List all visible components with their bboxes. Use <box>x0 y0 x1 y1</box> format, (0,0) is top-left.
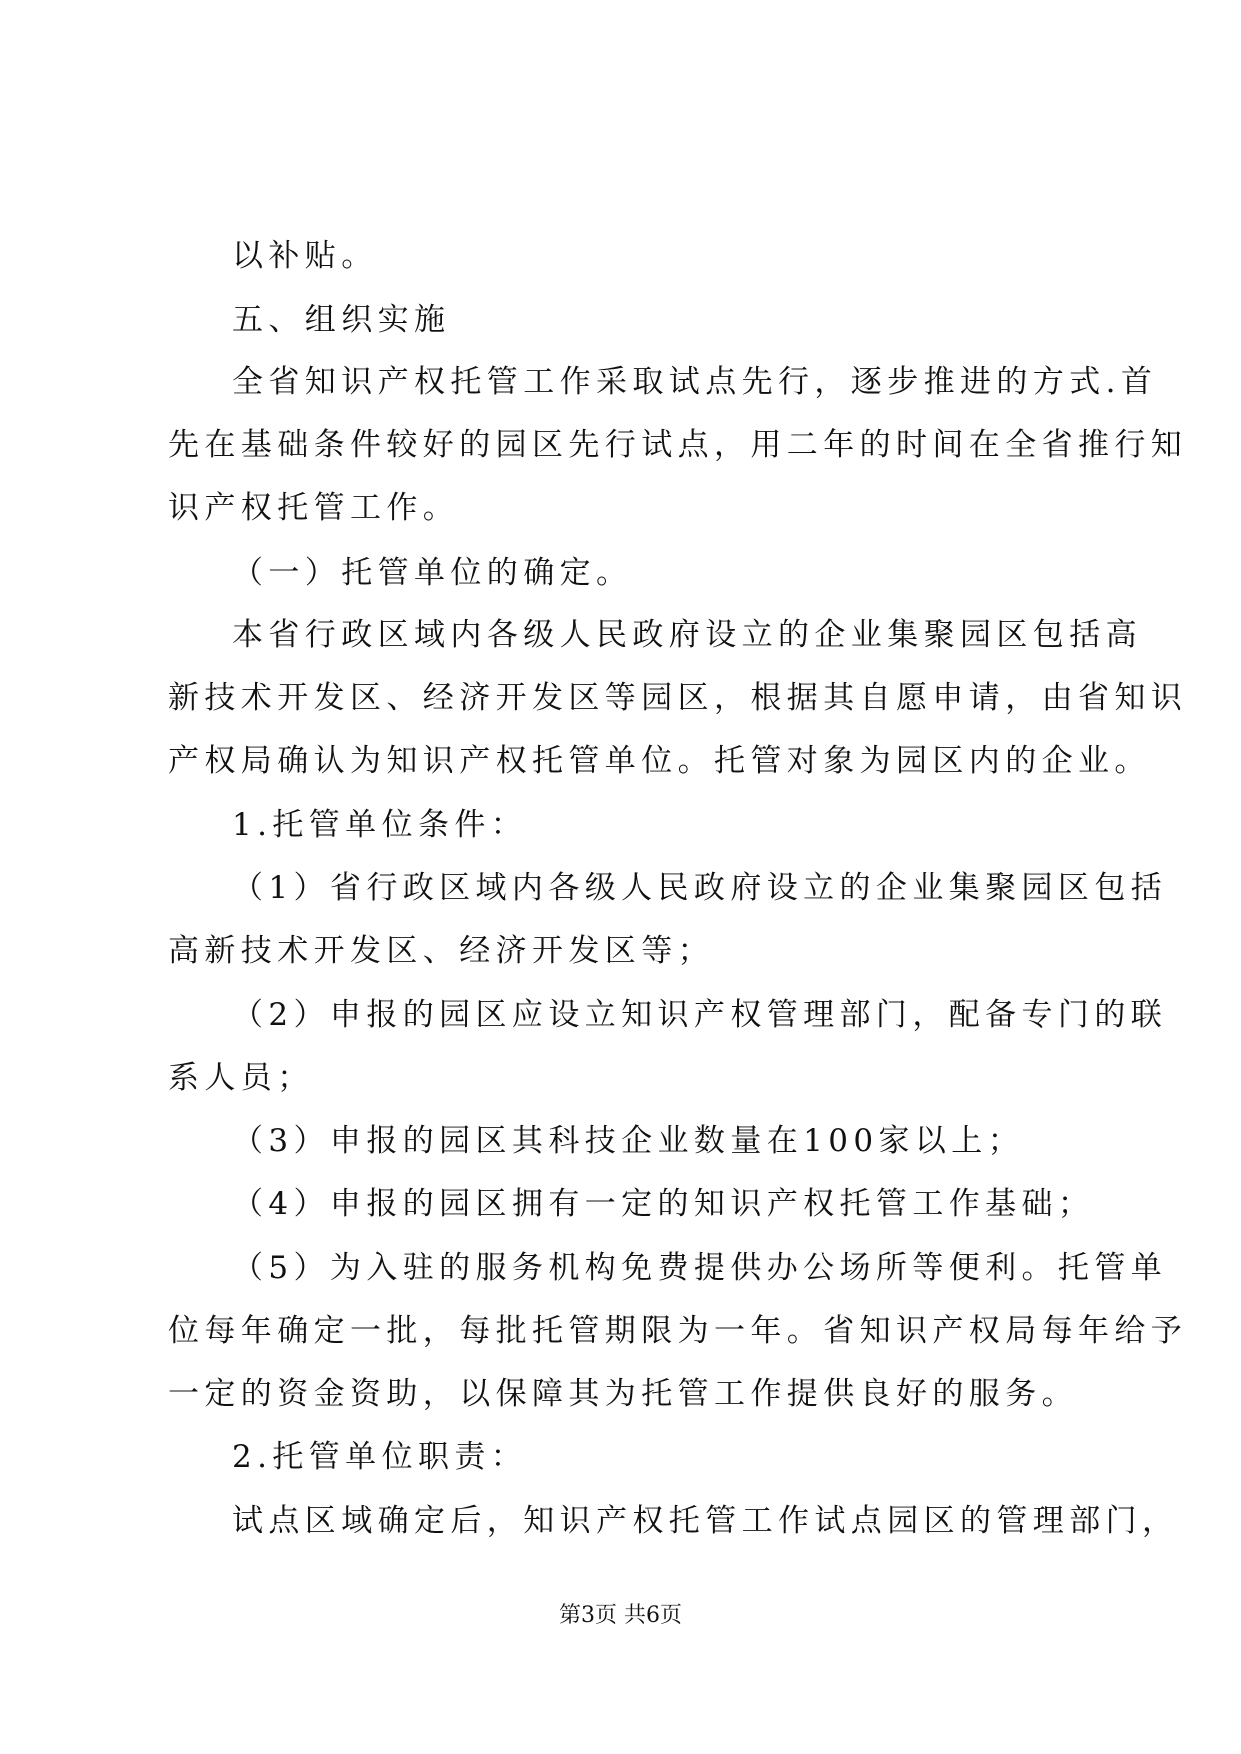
text-line: 系人员； <box>168 1060 314 1096</box>
section-heading: 五、组织实施 <box>232 302 451 338</box>
text-line: 一定的资金资助，以保障其为托管工作提供良好的服务。 <box>168 1376 1078 1412</box>
text-line: 新技术开发区、经济开发区等园区，根据其自愿申请，由省知识 <box>168 680 1188 716</box>
text-line: 试点区域确定后，知识产权托管工作试点园区的管理部门， <box>232 1503 1179 1539</box>
text-line: 先在基础条件较好的园区先行试点，用二年的时间在全省推行知 <box>168 427 1188 463</box>
list-heading: 1.托管单位条件： <box>232 807 528 843</box>
list-item: （4）申报的园区拥有一定的知识产权托管工作基础； <box>232 1186 1095 1222</box>
list-heading: 2.托管单位职责： <box>232 1439 528 1475</box>
list-item: （1）省行政区域内各级人民政府设立的企业集聚园区包括 <box>232 870 1168 906</box>
list-item: （2）申报的园区应设立知识产权管理部门，配备专门的联 <box>232 997 1168 1033</box>
text-line: 以补贴。 <box>232 238 378 274</box>
text-line: 产权局确认为知识产权托管单位。托管对象为园区内的企业。 <box>168 743 1151 779</box>
subsection-heading: （一）托管单位的确定。 <box>232 555 633 591</box>
list-item: （3）申报的园区其科技企业数量在100家以上； <box>232 1123 1025 1159</box>
list-item: （5）为入驻的服务机构免费提供办公场所等便利。托管单 <box>232 1250 1168 1286</box>
text-line: 位每年确定一批，每批托管期限为一年。省知识产权局每年给予 <box>168 1313 1188 1349</box>
text-line: 本省行政区域内各级人民政府设立的企业集聚园区包括高 <box>232 617 1142 653</box>
text-line: 全省知识产权托管工作采取试点先行，逐步推进的方式.首 <box>232 364 1158 400</box>
text-line: 识产权托管工作。 <box>168 490 460 526</box>
text-line: 高新技术开发区、经济开发区等； <box>168 933 714 969</box>
page-footer: 第3页 共6页 <box>559 1603 682 1628</box>
